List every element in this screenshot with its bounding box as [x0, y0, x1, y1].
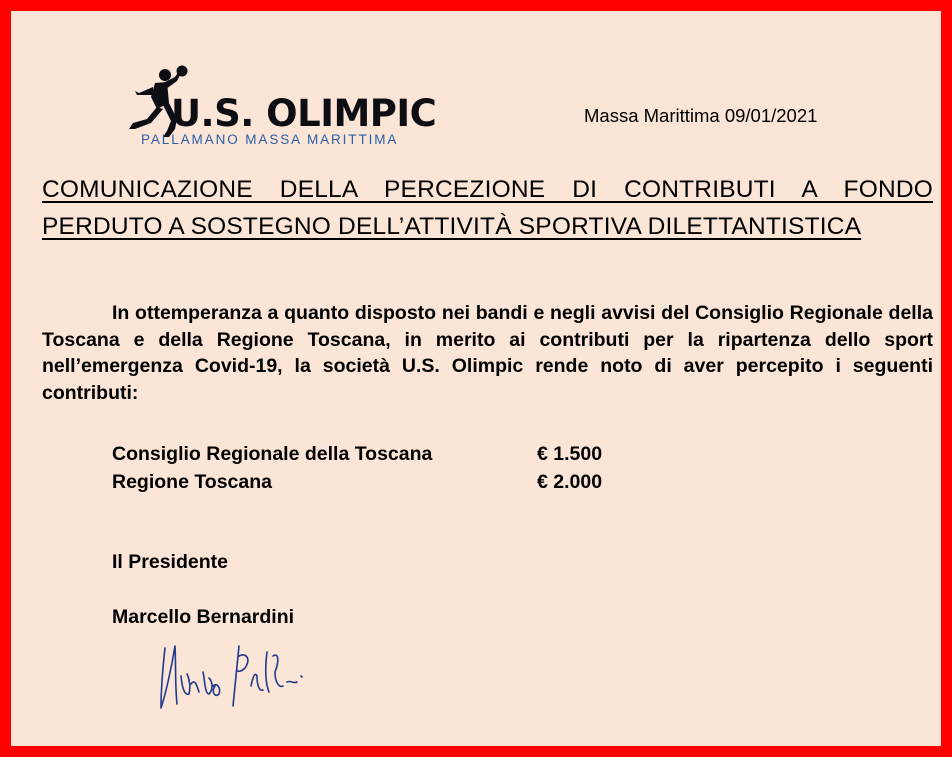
handwritten-signature — [151, 616, 321, 721]
contribution-amount: € 2.000 — [537, 470, 603, 493]
date-line: Massa Marittima 09/01/2021 — [584, 105, 818, 126]
heading-line-1: COMUNICAZIONE DELLA PERCEZIONE DI CONTRIBUTI A FONDO — [42, 176, 933, 203]
signatory-name: Marcello Bernardini — [112, 606, 295, 628]
contributions-list — [112, 441, 602, 496]
contribution-row — [112, 469, 602, 497]
logo-title: U.S. OLIMPIC — [171, 92, 437, 135]
logo-subtitle: PALLAMANO MASSA MARITTIMA — [141, 132, 399, 147]
document-heading — [42, 171, 933, 245]
contribution-row — [112, 441, 602, 469]
contribution-source: Consiglio Regionale della Toscana — [112, 443, 433, 465]
heading-line-2: PERDUTO A SOSTEGNO DELL’ATTIVITÀ SPORTIVA DILETTANTISTICA — [42, 213, 862, 240]
contribution-amount: € 1.500 — [537, 443, 603, 465]
body-paragraph: In ottemperanza a quanto disposto nei bandi e negli avvisi del Consiglio Regionale della Toscana e della Regione Toscana, in merito ai contributi per la ripartenza dello sport nell’emergenza Covid-19, la società U.S. Olimpic rende noto di aver percepito i seguenti contributi: — [42, 302, 933, 404]
contribution-source: Regione Toscana — [112, 470, 273, 493]
signatory-role: Il Presidente — [112, 551, 228, 573]
document-body — [11, 11, 952, 768]
club-logo — [119, 63, 439, 149]
